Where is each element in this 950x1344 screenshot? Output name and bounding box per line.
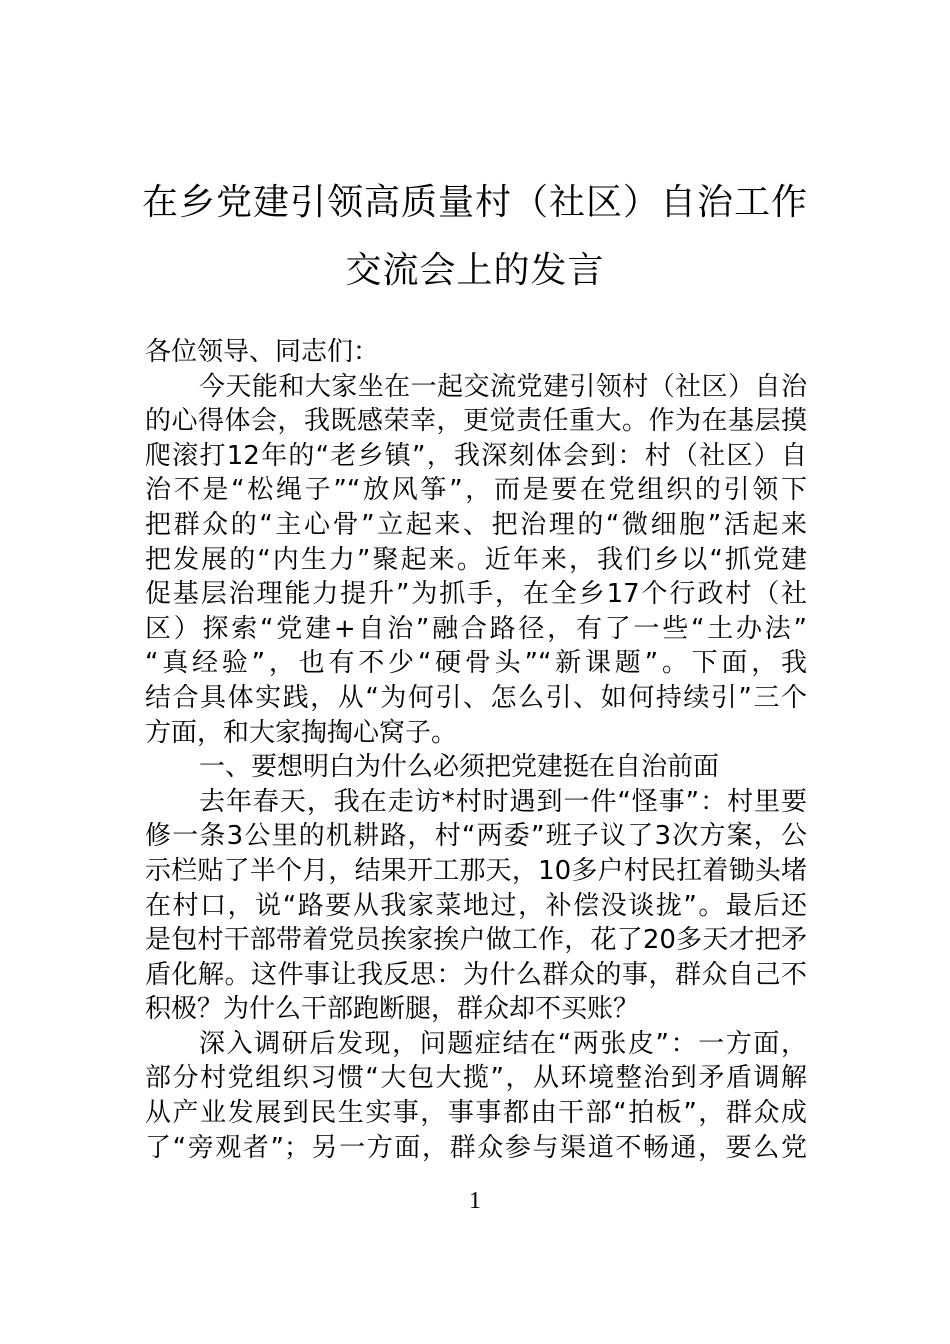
text-line: 示栏贴了半个月，结果开工那天，10多户村民扛着锄头堵 xyxy=(145,855,807,886)
document-title-line-2: 交流会上的发言 xyxy=(345,250,605,291)
text-line: 去年春天，我在走访*村时遇到一件“怪事”：村里要 xyxy=(199,786,807,817)
document-title-line-1: 在乡党建引领高质量村（社区）自治工作 xyxy=(141,182,808,223)
text-line: 积极？为什么干部跑断腿，群众却不买账？ xyxy=(145,994,640,1025)
text-line: 修一条3公里的机耕路，村“两委”班子议了3次方案，公 xyxy=(145,821,807,852)
text-line: 结合具体实践，从“为何引、怎么引、如何持续引”三个 xyxy=(145,682,807,713)
document-body xyxy=(145,335,807,1165)
text-line: 在村口，说“路要从我家菜地过，补偿没谈拢”。最后还 xyxy=(145,890,807,921)
text-line: 一、要想明白为什么必须把党建挺在自治前面 xyxy=(199,752,720,783)
text-line: 爬滚打12年的“老乡镇”，我深刻体会到：村（社区）自 xyxy=(145,440,807,471)
text-line: 是包村干部带着党员挨家挨户做工作，花了20多天才把矛 xyxy=(145,925,807,956)
text-line: 区）探索“党建+自治”融合路径，有了一些“土办法” xyxy=(145,613,807,644)
text-line: 把群众的“主心骨”立起来、把治理的“微细胞”活起来 xyxy=(145,509,807,540)
text-line: 从产业发展到民生实事，事事都由干部“拍板”，群众成 xyxy=(145,1098,807,1129)
text-line: 方面，和大家掏掏心窝子。 xyxy=(145,717,458,748)
text-line: 促基层治理能力提升”为抓手，在全乡17个行政村（社 xyxy=(145,579,807,610)
text-line: 部分村党组织习惯“大包大揽”，从环境整治到矛盾调解 xyxy=(145,1063,807,1094)
text-line: 了“旁观者”；另一方面，群众参与渠道不畅通，要么党 xyxy=(145,1132,807,1163)
text-line: “真经验”，也有不少“硬骨头”“新课题”。下面，我 xyxy=(145,648,807,679)
text-line: 治不是“松绳子”“放风筝”，而是要在党组织的引领下 xyxy=(145,475,807,506)
page-number: 1 xyxy=(469,1188,481,1214)
text-line: 把发展的“内生力”聚起来。近年来，我们乡以“抓党建 xyxy=(145,544,807,575)
text-line: 的心得体会，我既感荣幸，更觉责任重大。作为在基层摸 xyxy=(145,406,807,437)
text-line: 深入调研后发现，问题症结在“两张皮”：一方面， xyxy=(199,1028,807,1059)
text-line: 各位领导、同志们： xyxy=(145,337,380,367)
text-line: 今天能和大家坐在一起交流党建引领村（社区）自治 xyxy=(199,371,807,402)
text-line: 盾化解。这件事让我反思：为什么群众的事，群众自己不 xyxy=(145,959,807,990)
